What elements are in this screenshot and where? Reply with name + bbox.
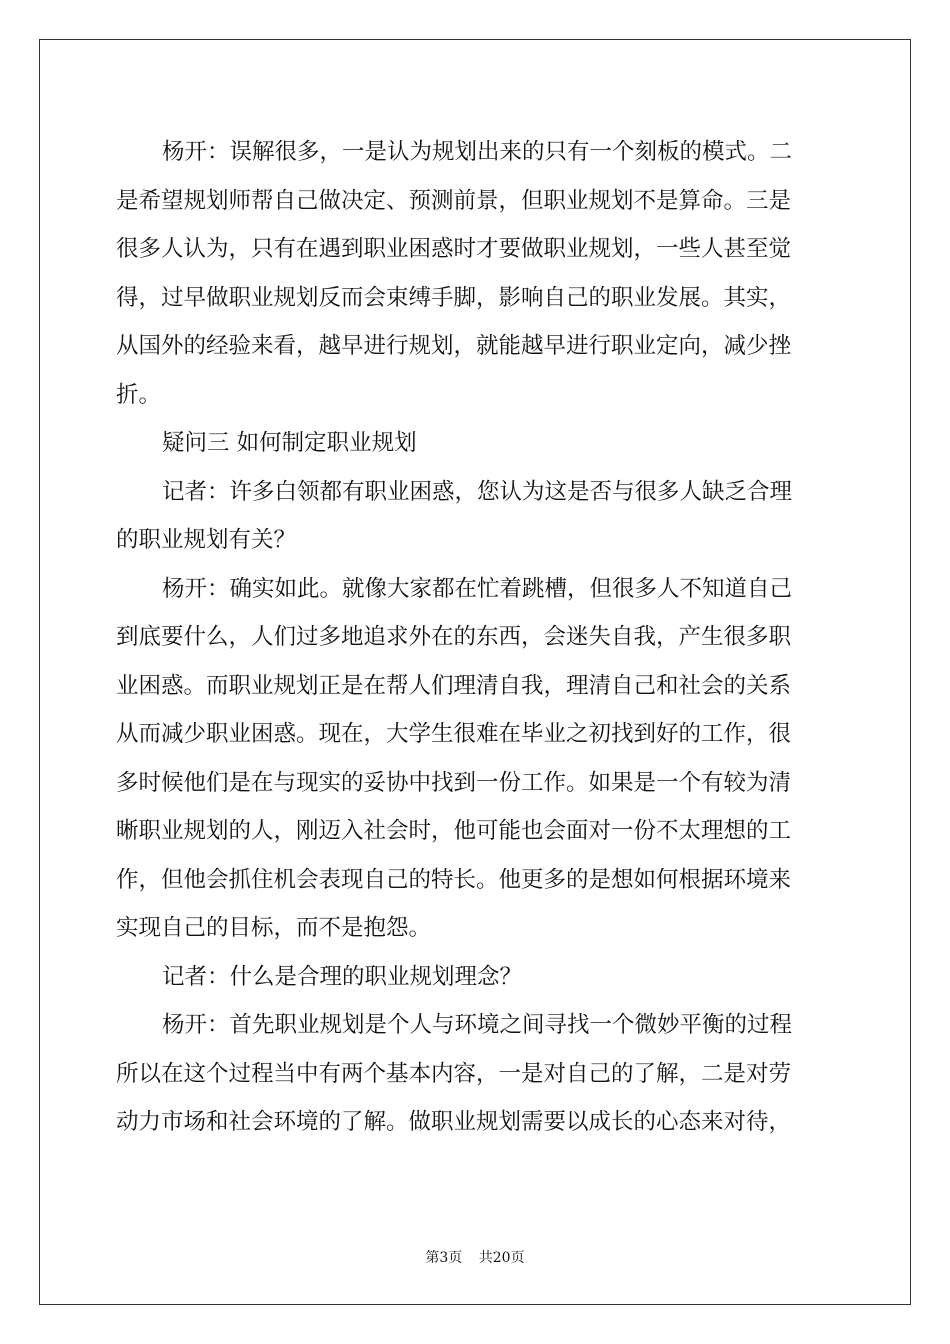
page-number: 第3页 xyxy=(425,1250,463,1266)
text-line: 记者：什么是合理的职业规划理念？ xyxy=(162,963,523,990)
text-line: 折。 xyxy=(116,381,162,408)
text-line: 从国外的经验来看，越早进行规划，就能越早进行职业定向，减少挫 xyxy=(116,333,792,359)
document-body xyxy=(116,128,836,1147)
text-line: 多时候他们是在与现实的妥协中找到一份工作。如果是一个有较为清 xyxy=(116,769,792,796)
page-footer xyxy=(0,1247,950,1267)
text-line: 杨开：确实如此。就像大家都在忙着跳槽，但很多人不知道自己 xyxy=(162,575,793,602)
text-line: 得，过早做职业规划反而会束缚手脚，影响自己的职业发展。其实， xyxy=(116,284,792,311)
text-line: 实现自己的目标，而不是抱怨。 xyxy=(116,915,432,941)
text-line: 疑问三 如何制定职业规划 xyxy=(162,430,417,456)
text-line: 的职业规划有关？ xyxy=(116,527,297,553)
total-pages: 共20页 xyxy=(478,1250,525,1266)
text-line: 作，但他会抓住机会表现自己的特长。他更多的是想如何根据环境来 xyxy=(116,866,792,893)
text-line: 晰职业规划的人，刚迈入社会时，他可能也会面对一份不太理想的工 xyxy=(116,818,792,844)
text-line: 业困惑。而职业规划正是在帮人们理清自我，理清自己和社会的关系 xyxy=(116,672,792,699)
text-line: 是希望规划师帮自己做决定、预测前景，但职业规划不是算命。三是 xyxy=(116,187,792,214)
text-line: 很多人认为，只有在遇到职业困惑时才要做职业规划，一些人甚至觉 xyxy=(116,236,792,262)
text-line: 杨开：误解很多，一是认为规划出来的只有一个刻板的模式。二 xyxy=(162,139,793,165)
text-line: 从而减少职业困惑。现在，大学生很难在毕业之初找到好的工作，很 xyxy=(116,721,792,747)
text-line: 记者：许多白领都有职业困惑，您认为这是否与很多人缺乏合理 xyxy=(162,478,793,505)
text-line: 到底要什么，人们过多地追求外在的东西，会迷失自我，产生很多职 xyxy=(116,624,792,650)
text-line: 杨开：首先职业规划是个人与环境之间寻找一个微妙平衡的过程 xyxy=(162,1012,793,1038)
text-line: 所以在这个过程当中有两个基本内容，一是对自己的了解，二是对劳 xyxy=(116,1060,792,1087)
text-line: 动力市场和社会环境的了解。做职业规划需要以成长的心态来对待， xyxy=(116,1109,792,1135)
